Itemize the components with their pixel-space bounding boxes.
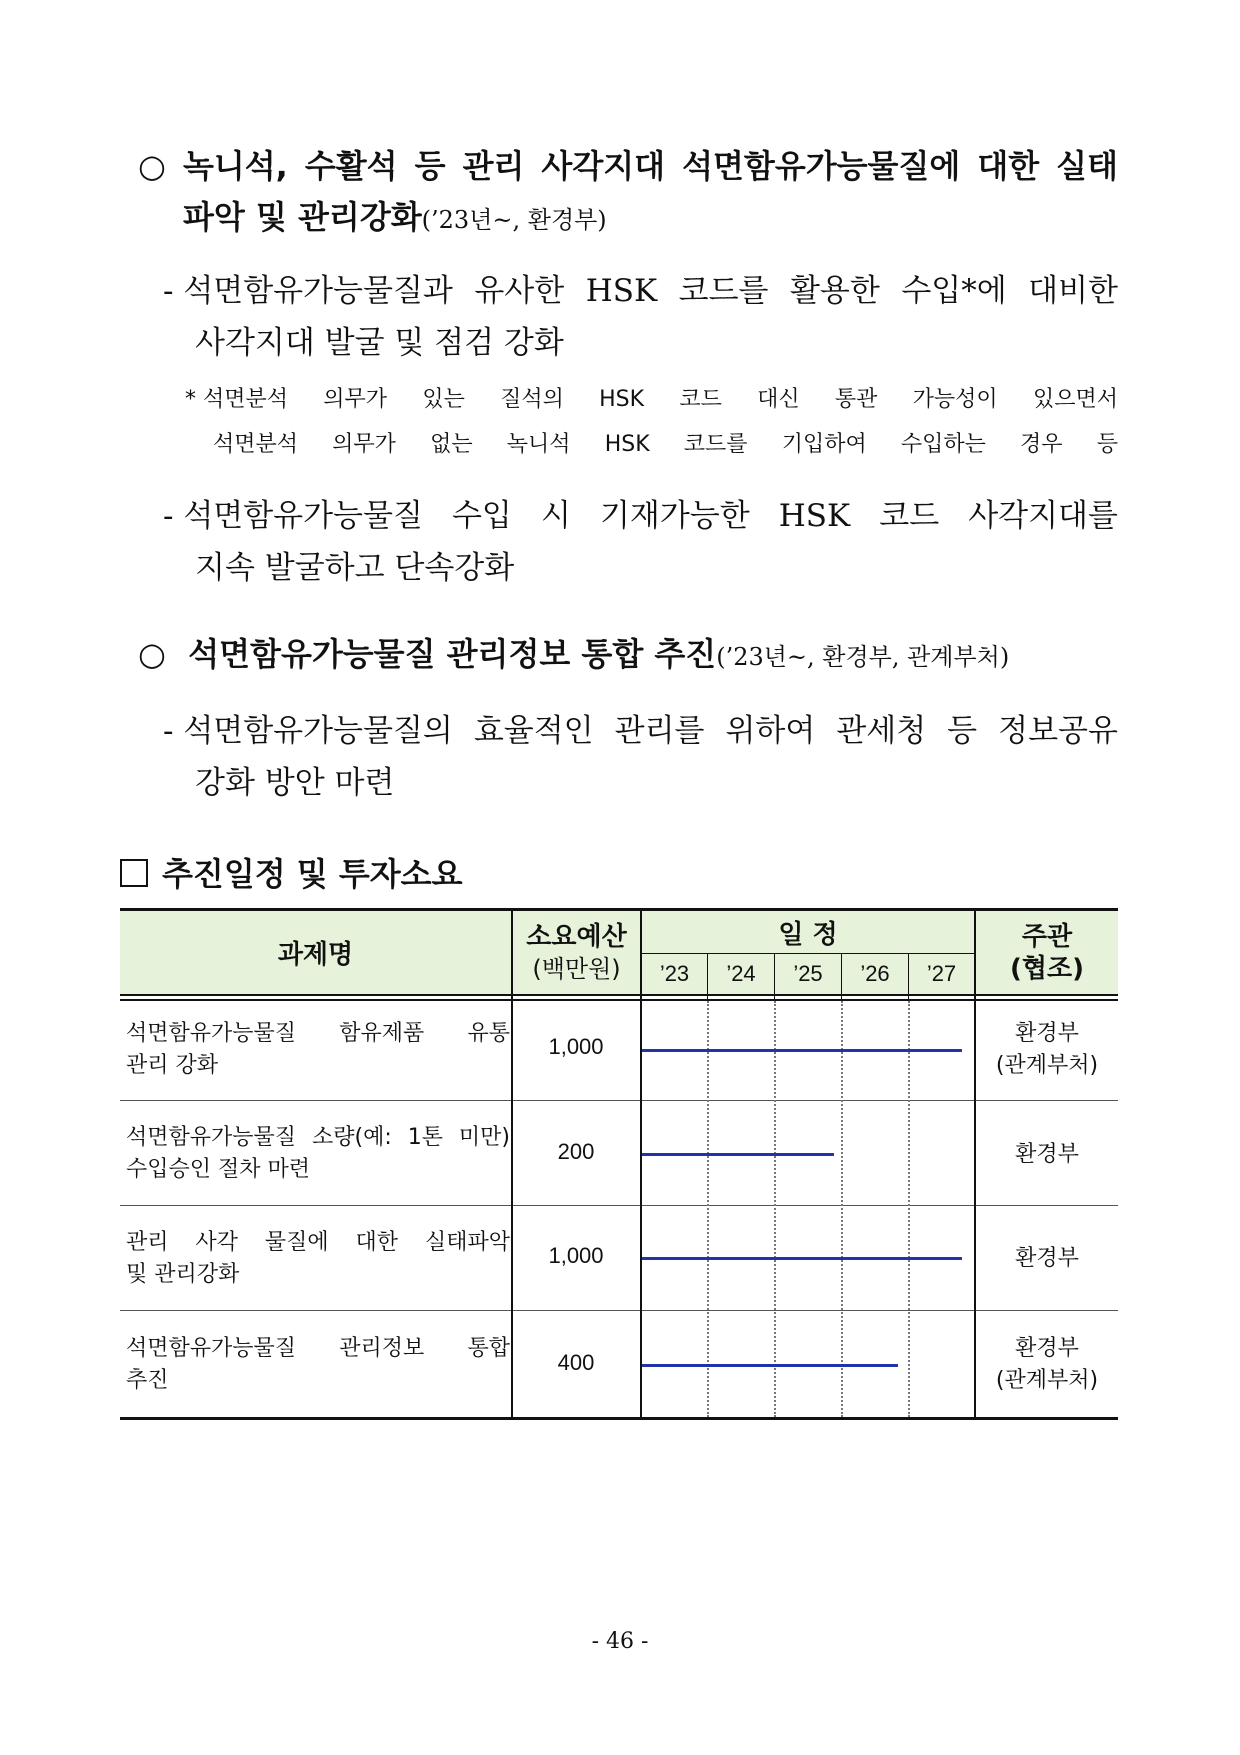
header-org: 주관 (협조) — [1010, 921, 1084, 984]
header-year-2025: ’25 — [793, 961, 823, 986]
section2-dash1-cont: 강화 방안 마련 — [195, 765, 395, 801]
section2-dash1: - 석면함유가능물질의 효율적인 관리를 위하여 관세청 등 정보공유 — [163, 713, 1118, 749]
section1-dash2: - 석면함유가능물질 수입 시 기재가능한 HSK 코드 사각지대를 — [163, 498, 1118, 534]
table-row-2-task: 석면함유가능물질 소량(예: 1톤 미만) 수입승인 절차 마련 — [126, 1125, 510, 1182]
table-row-4-org: 환경부 (관계부처) — [995, 1336, 1099, 1393]
table-row-1-org: 환경부 (관계부처) — [995, 1021, 1099, 1078]
table-row-4-budget: 400 — [557, 1350, 595, 1375]
row-divider — [120, 1310, 1118, 1311]
header-budget: 소요예산 (백만원) — [526, 921, 627, 983]
table-row-3-task: 관리 사각 물질에 대한 실태파악 및 관리강화 — [126, 1230, 510, 1287]
row-divider — [120, 1100, 1118, 1101]
table-row-3-gantt-bar — [642, 1257, 962, 1260]
table-row-1-budget: 1,000 — [548, 1034, 604, 1059]
header-schedule: 일 정 — [778, 919, 838, 950]
section1-dash1-cont: 사각지대 발굴 및 점검 강화 — [195, 325, 564, 361]
section2-paren: (’23년~, 환경부, 관계부처) — [716, 643, 1010, 671]
year-gridline — [908, 1001, 910, 1417]
table-row-2-gantt-bar — [642, 1153, 834, 1156]
section1-bullet: ○ — [138, 147, 166, 185]
year-gridline — [774, 1001, 776, 1417]
table-header-bottom-2 — [120, 999, 1118, 1001]
section1-title-line2: 파악 및 관리강화(’23년~, 환경부) — [183, 198, 607, 236]
page-number: - 46 - — [591, 1629, 649, 1654]
section1-dash2-cont: 지속 발굴하고 단속강화 — [195, 550, 515, 586]
section1-dash1: - 석면함유가능물질과 유사한 HSK 코드를 활용한 수입*에 대비한 — [163, 273, 1118, 309]
table-row-3-org: 환경부 — [1015, 1246, 1079, 1271]
section1-paren: (’23년~, 환경부) — [421, 206, 607, 234]
table-row-1-task: 석면함유가능물질 함유제품 유통 관리 강화 — [126, 1021, 510, 1078]
section1-title-line1: ○ 녹니석, 수활석 등 관리 사각지대 석면함유가능물질에 대한 실태 — [138, 140, 1118, 192]
table-row-2-budget: 200 — [557, 1139, 595, 1164]
table-row-2-org: 환경부 — [1015, 1142, 1079, 1167]
table-row-1-gantt-bar — [642, 1049, 962, 1052]
header-year-2023: ’23 — [659, 961, 690, 986]
header-year-2027: ’27 — [926, 961, 957, 986]
header-task: 과제명 — [277, 940, 354, 970]
table-bottom-border — [120, 1417, 1118, 1420]
header-year-2026: ’26 — [860, 961, 890, 986]
header-year-2024: ’24 — [726, 961, 756, 986]
table-header-bottom-1 — [120, 994, 1118, 996]
table-row-3-budget: 1,000 — [548, 1243, 604, 1268]
year-gridline — [841, 1001, 843, 1417]
checkbox-square-icon — [120, 859, 148, 887]
table-row-4-task: 석면함유가능물질 관리정보 통합 추진 — [126, 1336, 510, 1393]
row-divider — [120, 1205, 1118, 1206]
table-row-4-gantt-bar — [642, 1364, 898, 1367]
section1-note-cont: 석면분석 의무가 없는 녹니석 HSK 코드를 기입하여 수입하는 경우 등 — [213, 432, 1118, 457]
year-gridline — [707, 1001, 709, 1417]
section2-bullet: ○ — [138, 635, 166, 673]
section2-title: ○ 석면함유가능물질 관리정보 통합 추진(’23년~, 환경부, 관계부처) — [138, 635, 1010, 673]
schedule-table — [120, 908, 1118, 1420]
section1-note: * 석면분석 의무가 있는 질석의 HSK 코드 대신 통관 가능성이 있으면서 — [185, 387, 1118, 412]
schedule-heading: 추진일정 및 투자소요 — [120, 848, 463, 900]
